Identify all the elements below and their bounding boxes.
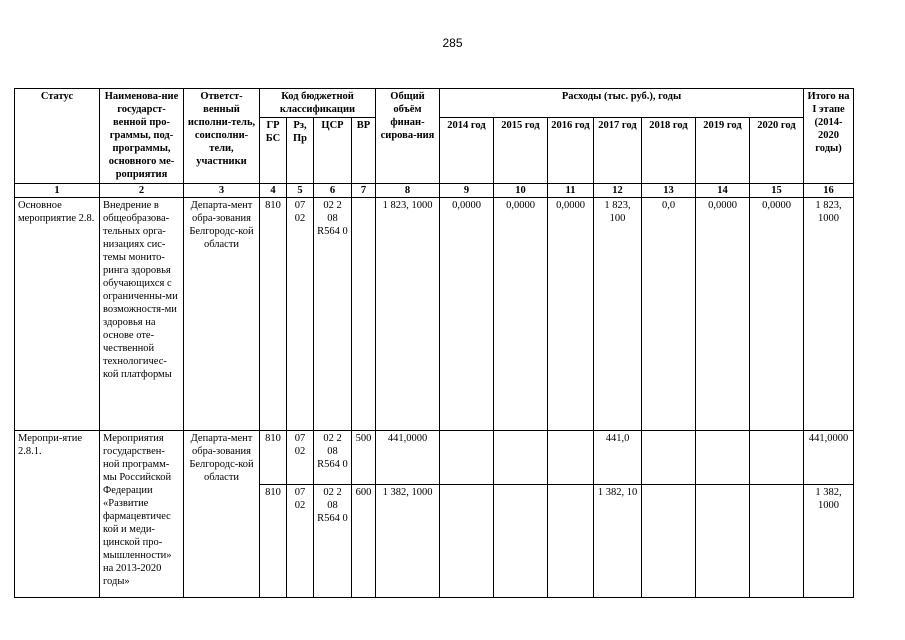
row2a-itogo: 441,0000	[804, 431, 854, 485]
row2a-y2019	[696, 431, 750, 485]
row1-y2016: 0,0000	[548, 198, 594, 431]
row2b-y2018	[642, 485, 696, 598]
col-number: 5	[287, 184, 314, 198]
col-number: 4	[260, 184, 287, 198]
row1-y2017: 1 823, 100	[594, 198, 642, 431]
column-number-row	[15, 184, 854, 198]
row2b-rzpr: 07 02	[287, 485, 314, 598]
header-status: Статус	[15, 89, 100, 184]
row2b-y2020	[750, 485, 804, 598]
col-number: 7	[352, 184, 376, 198]
header-grbs: ГР БС	[260, 118, 287, 184]
row1-status: Основное мероприятие 2.8.	[15, 198, 100, 431]
col-number: 11	[548, 184, 594, 198]
budget-table	[14, 88, 854, 598]
row1-y2019: 0,0000	[696, 198, 750, 431]
row1-vr	[352, 198, 376, 431]
header-year-2014: 2014 год	[440, 118, 494, 184]
header-year-2020: 2020 год	[750, 118, 804, 184]
header-responsible: Ответст-венный исполни-тель, соисполни-тели, участники	[184, 89, 260, 184]
row2a-y2018	[642, 431, 696, 485]
row2b-vr: 600	[352, 485, 376, 598]
row2a-total: 441,0000	[376, 431, 440, 485]
header-rzpr: Рз, Пр	[287, 118, 314, 184]
header-budget-code: Код бюджетной классификации	[260, 89, 376, 118]
col-number: 10	[494, 184, 548, 198]
header-year-2016: 2016 год	[548, 118, 594, 184]
row1-grbs: 810	[260, 198, 287, 431]
row1-itogo: 1 823, 1000	[804, 198, 854, 431]
col-number: 6	[314, 184, 352, 198]
page-number: 285	[442, 36, 463, 50]
header-year-2017: 2017 год	[594, 118, 642, 184]
row2a-y2016	[548, 431, 594, 485]
row1-y2015: 0,0000	[494, 198, 548, 431]
row2b-y2016	[548, 485, 594, 598]
col-number: 14	[696, 184, 750, 198]
row1-total: 1 823, 1000	[376, 198, 440, 431]
row2b-grbs: 810	[260, 485, 287, 598]
row1-y2014: 0,0000	[440, 198, 494, 431]
row2b-y2015	[494, 485, 548, 598]
row1-rzpr: 07 02	[287, 198, 314, 431]
row1-y2018: 0,0	[642, 198, 696, 431]
row2a-grbs: 810	[260, 431, 287, 485]
row2-responsible: Департа-мент обра-зования Белгородс-кой области	[184, 431, 260, 598]
header-csr: ЦСР	[314, 118, 352, 184]
row2b-y2014	[440, 485, 494, 598]
row2b-total: 1 382, 1000	[376, 485, 440, 598]
row1-name: Внедрение в общеобразова-тельных орга-низациях сис-темы монито-ринга здоровья обучающихся с ограниченны-ми возможностя-ми здоровья на основе оте-чественной технологичес-кой платформы	[100, 198, 184, 431]
row2a-y2020	[750, 431, 804, 485]
table-row-sub-event-a	[15, 431, 854, 485]
col-number: 12	[594, 184, 642, 198]
table-row-main-event	[15, 198, 854, 431]
row2b-itogo: 1 382, 1000	[804, 485, 854, 598]
header-total: Общий объём финан-сирова-ния	[376, 89, 440, 184]
col-number: 1	[15, 184, 100, 198]
header-itogo: Итого на I этапе (2014-2020 годы)	[804, 89, 854, 184]
row1-responsible: Департа-мент обра-зования Белгородс-кой области	[184, 198, 260, 431]
col-number: 16	[804, 184, 854, 198]
header-year-2015: 2015 год	[494, 118, 548, 184]
col-number: 9	[440, 184, 494, 198]
header-vr: ВР	[352, 118, 376, 184]
row2a-vr: 500	[352, 431, 376, 485]
row2-status: Меропри-ятие 2.8.1.	[15, 431, 100, 598]
row1-y2020: 0,0000	[750, 198, 804, 431]
row2a-y2015	[494, 431, 548, 485]
col-number: 8	[376, 184, 440, 198]
row2a-y2014	[440, 431, 494, 485]
col-number: 3	[184, 184, 260, 198]
header-year-2018: 2018 год	[642, 118, 696, 184]
row2-name: Мероприятия государствен-ной программ-мы Российской Федерации «Развитие фармацевтичес кой и меди-цинской про-мышленности» на 2013-2020 годы»	[100, 431, 184, 598]
col-number: 13	[642, 184, 696, 198]
header-year-2019: 2019 год	[696, 118, 750, 184]
row2a-rzpr: 07 02	[287, 431, 314, 485]
row2b-csr: 02 2 08 R564 0	[314, 485, 352, 598]
row2a-y2017: 441,0	[594, 431, 642, 485]
row2b-y2019	[696, 485, 750, 598]
row1-csr: 02 2 08 R564 0	[314, 198, 352, 431]
col-number: 15	[750, 184, 804, 198]
row2a-csr: 02 2 08 R564 0	[314, 431, 352, 485]
row2b-y2017: 1 382, 10	[594, 485, 642, 598]
header-name: Наименова-ние государст-венной про-граммы, под-программы, основного ме-роприятия	[100, 89, 184, 184]
col-number: 2	[100, 184, 184, 198]
header-expenses: Расходы (тыс. руб.), годы	[440, 89, 804, 118]
